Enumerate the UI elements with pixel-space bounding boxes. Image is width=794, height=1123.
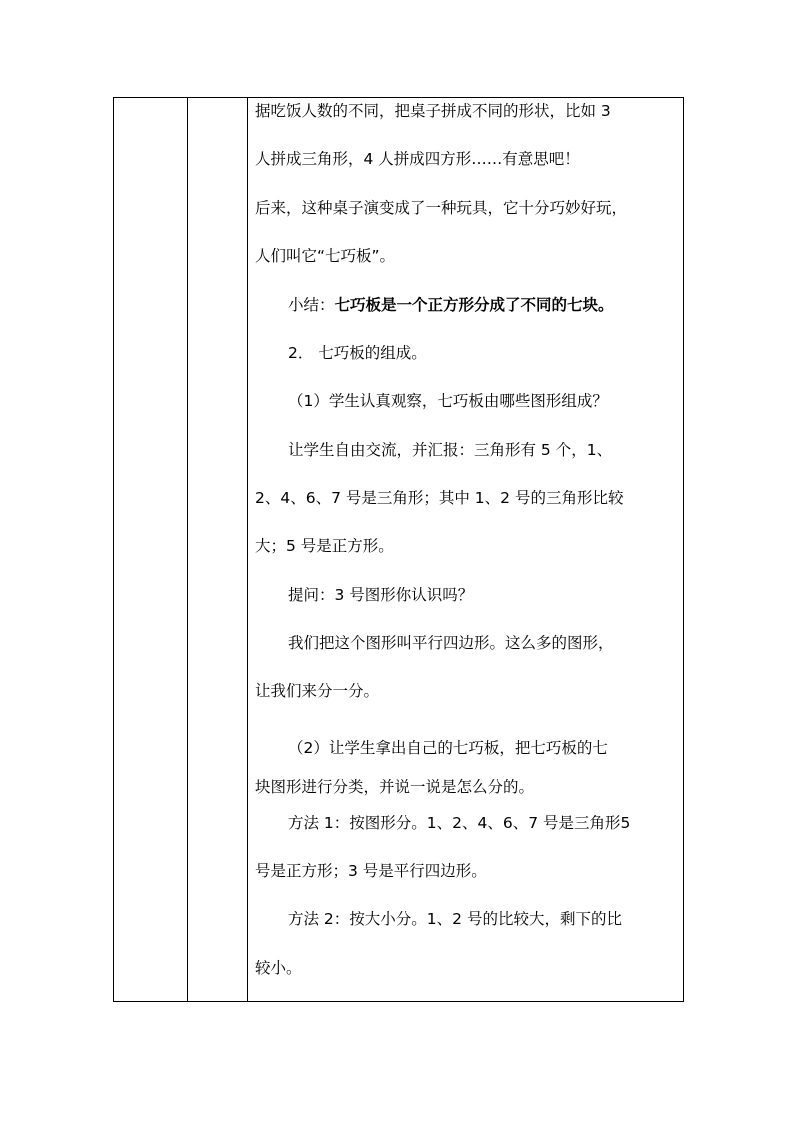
text-line-11: 我们把这个图形叫平行四边形。这么多的图形， xyxy=(288,634,614,652)
text-line-7: 让学生自由交流，并汇报：三角形有 5 个，1、 xyxy=(288,441,613,459)
text-line-10: 提问：3 号图形你认识吗？ xyxy=(288,586,474,604)
summary-line xyxy=(288,295,614,315)
text-line-8: 2、4、6、7 号是三角形；其中 1、2 号的三角形比较 xyxy=(255,489,624,507)
text-line-3: 后来，这种桌子演变成了一种玩具，它十分巧妙好玩， xyxy=(255,199,628,217)
text-line-6: （1）学生认真观察，七巧板由哪些图形组成？ xyxy=(288,392,608,410)
text-line-12: 让我们来分一分。 xyxy=(255,682,380,700)
text-line-13: （2）让学生拿出自己的七巧板，把七巧板的七 xyxy=(288,739,608,757)
text-line-2: 人拼成三角形，4 人拼成四方形……有意思吧！ xyxy=(255,150,580,168)
text-line-17: 方法 2：按大小分。1、2 号的比较大，剩下的比 xyxy=(288,910,622,928)
column-divider-1 xyxy=(187,98,188,1001)
column-divider-2 xyxy=(247,98,248,1001)
section-heading: 2． 七巧板的组成。 xyxy=(288,344,427,362)
text-line-4: 人们叫它“七巧板”。 xyxy=(255,247,396,265)
text-line-9: 大；5 号是正方形。 xyxy=(255,537,394,555)
summary-label: 小结： xyxy=(288,296,335,314)
summary-text: 七巧板是一个正方形分成了不同的七块。 xyxy=(334,296,614,314)
text-line-15: 方法 1：按图形分。1、2、4、6、7 号是三角形5 xyxy=(288,814,631,832)
text-line-16: 号是正方形；3 号是平行四边形。 xyxy=(255,862,487,880)
text-line-18: 较小。 xyxy=(255,959,302,977)
text-line-1: 据吃饭人数的不同，把桌子拼成不同的形状，比如 3 xyxy=(255,102,611,120)
text-line-14: 块图形进行分类，并说一说是怎么分的。 xyxy=(255,778,535,796)
